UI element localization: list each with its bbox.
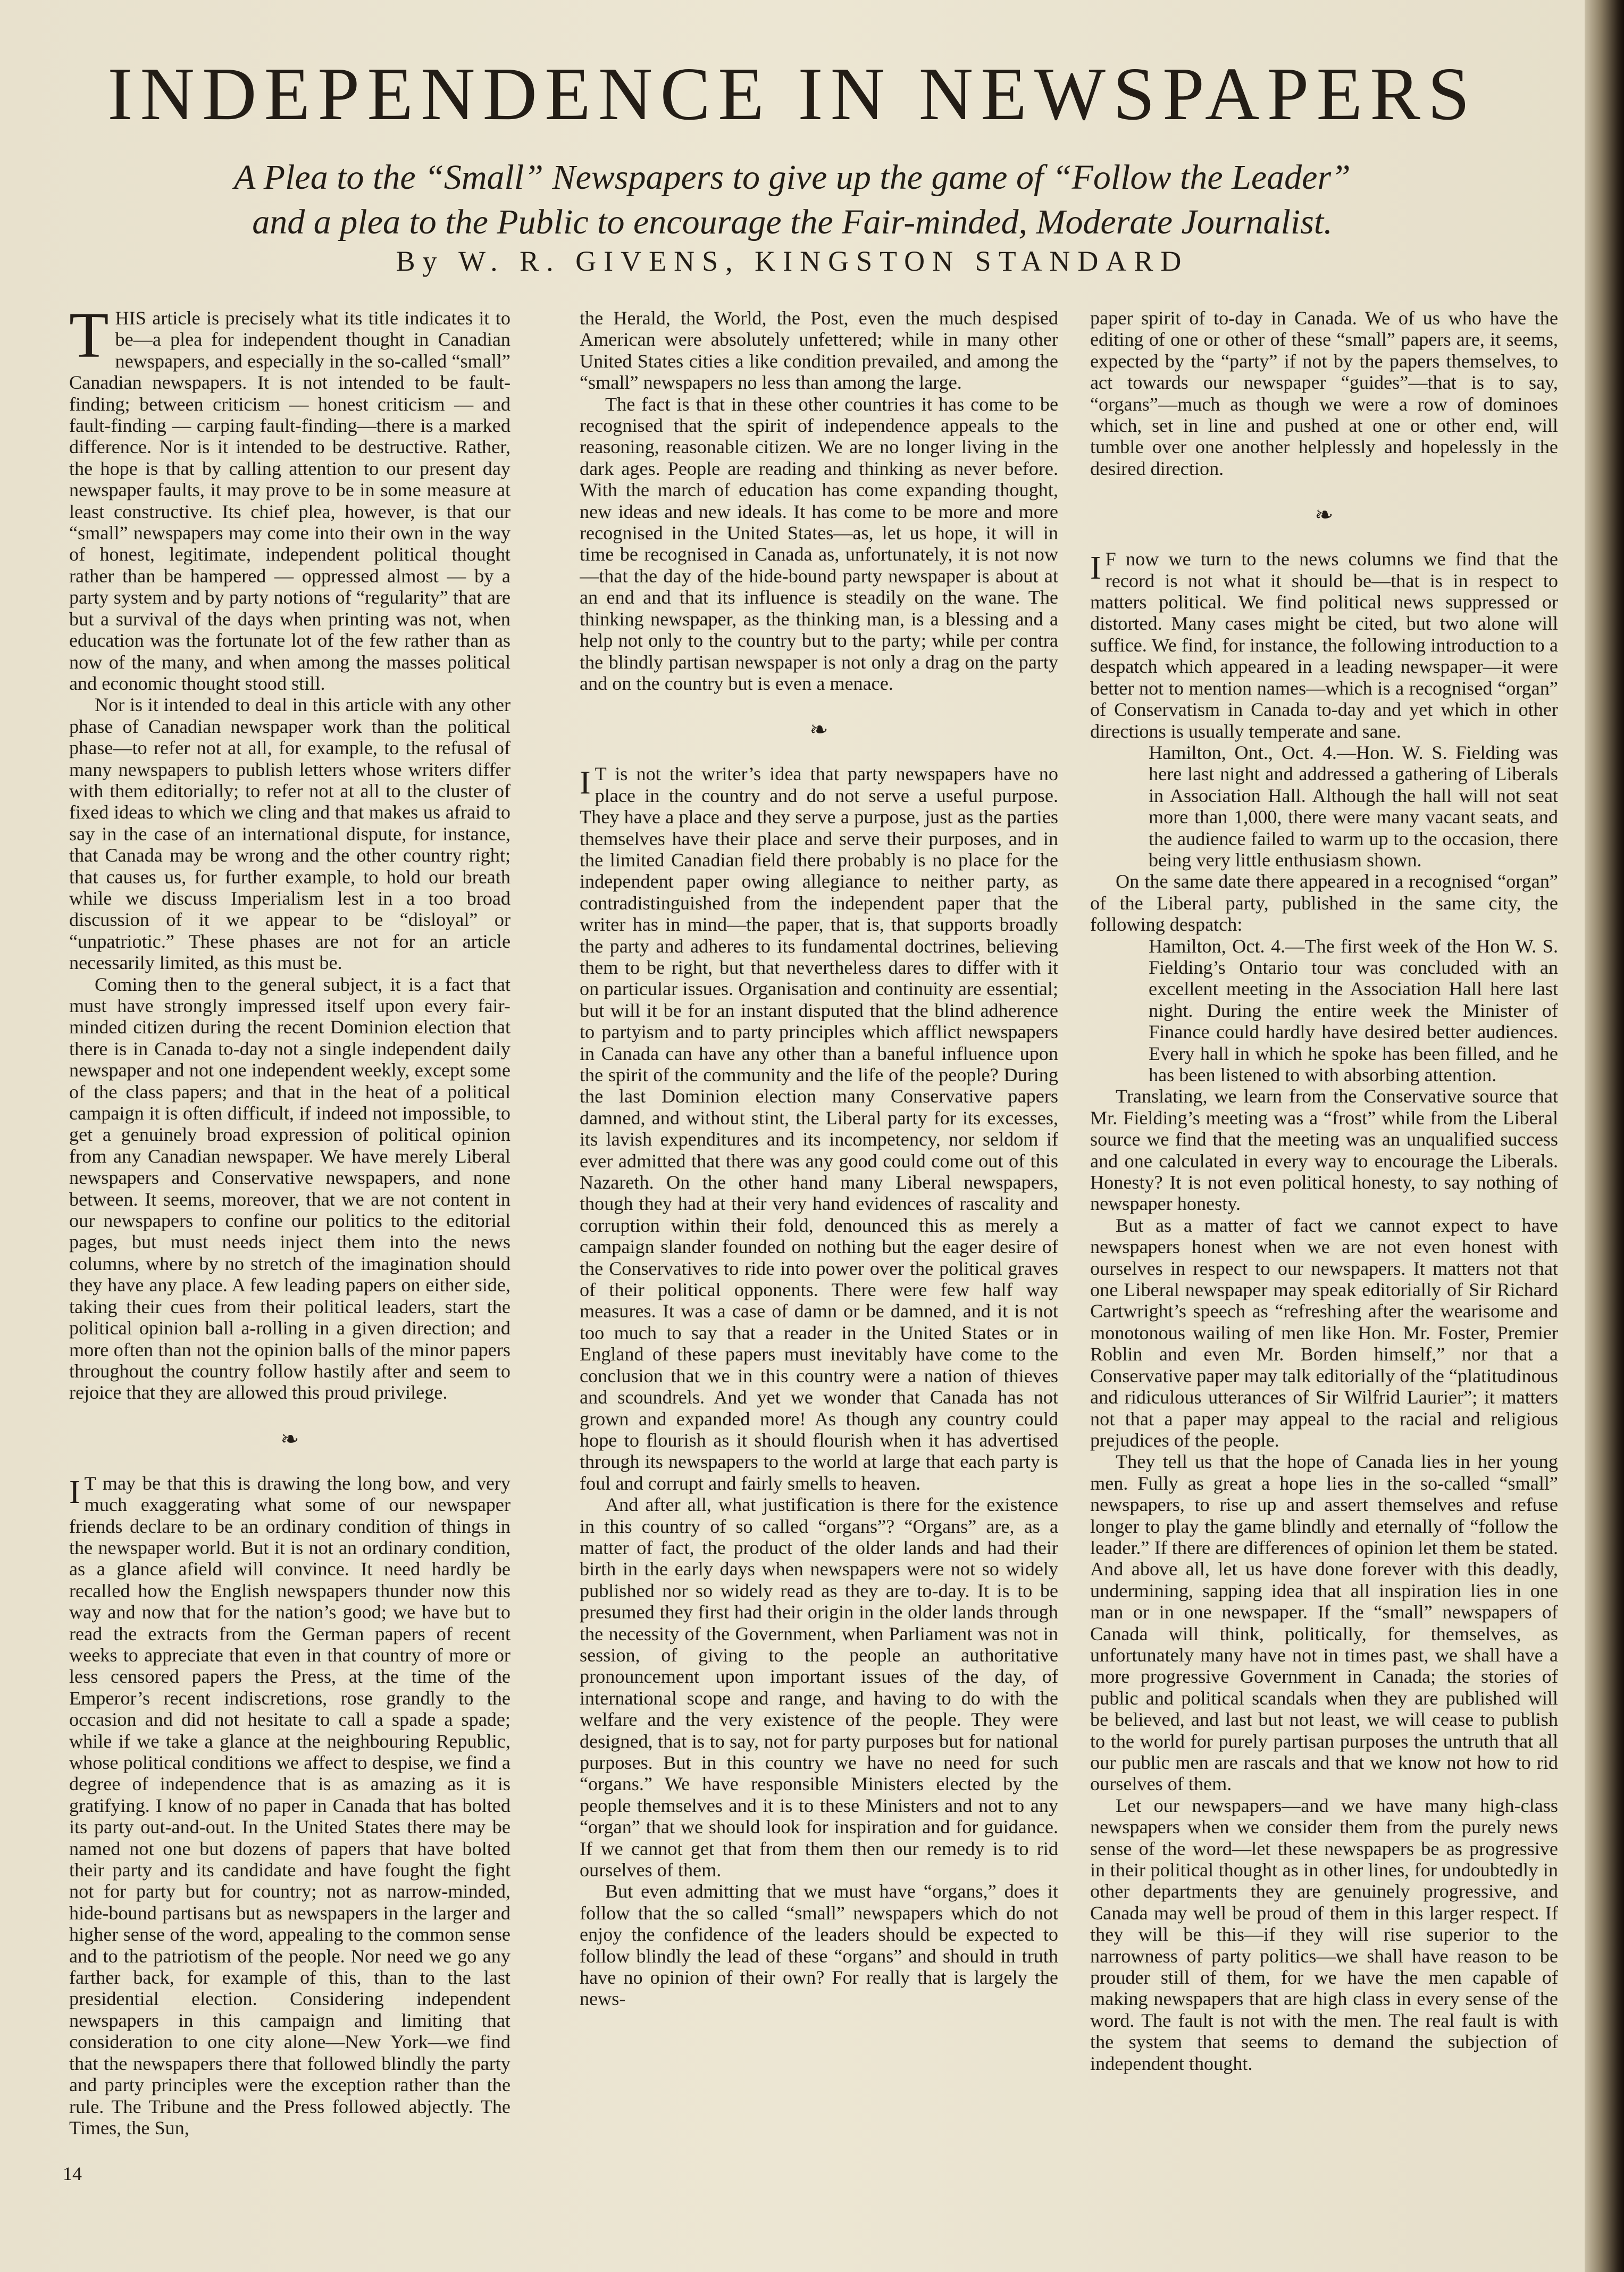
text-column-1: [69, 307, 510, 2164]
subtitle-line-1: A Plea to the “Small” Newspapers to give up the game of “Follow the Leader”: [234, 158, 1351, 197]
article-title: INDEPENDENCE IN NEWSPAPERS: [107, 52, 1477, 136]
text-column-3: [1090, 307, 1558, 2164]
subtitle-line-2: and a plea to the Public to encourage the Fair-minded, Moderate Journalist.: [252, 203, 1333, 241]
article-byline: By W. R. GIVENS, KINGSTON STANDARD: [396, 245, 1189, 277]
paragraph: [69, 1473, 510, 2139]
article-subtitle: [0, 155, 1585, 245]
paragraph-text: T is not the writer’s idea that party newspapers have no place in the country and do not serve a useful purpose. They have a place and they serve a purpose, just as the parties themselves have their place and serve their purposes, and in the limited Canadian field there probably is no place for the independent paper owing allegiance to neither party, as contradistinguished from the independent paper that the writer has in mind—the paper, that is, that supports broadly the party and adheres to its fundamental doctrines, believing them to be right, but that nevertheless dares to differ with it on particular issues. Organisation and continuity are essential; but will it be for an instant disputed that the blind adherence to partyism and to party principles which afflict newspapers in Canada can have any other than a baneful influence upon the spirit of the community and the life of the people? During the last Dominion election many Conservative papers damned, and without stint, the Liberal party for its excesses, its lavish expenditures and its incompetency, nor seldom if ever admitted that there was any good could come out of this Nazareth. On the other hand many Liberal newspapers, though they had at their very hand evidences of rascality and corruption within their fold, denounced this as merely a campaign slander founded on nothing but the eager desire of the Conservatives to ride into power over the political graves of their political opponents. There were few half way measures. It was a case of damn or be damned, and it is not too much to say that a reader in the United States or in England of these papers must inevitably have come to the conclusion that we in this country were a nation of thieves and scoundrels. And yet we wonder that Canada has not grown and expanded more! As though any country could hope to flourish as it should flourish when it has advertised through its newspapers to the world at large that each party is foul and corrupt and fairly smells to heaven.: [580, 763, 1058, 1494]
leaf-ornament-icon: ❧: [1315, 503, 1334, 528]
paragraph: Coming then to the general subject, it is a fact that must have strongly impressed itself upon every fair-minded citizen during the recent Dominion election that there is in Canada to-day not a single independent daily newspaper and not one independent weekly, except some of the class papers; and that in the heat of a political campaign it is often difficult, if indeed not impossible, to get a genuinely broad expression of political opinion from any Canadian newspaper. We have merely Liberal newspapers and Conservative newspapers, and none between. It seems, moreover, that we are not content in our newspapers to confine our politics to the editorial pages, but must needs inject them into the news columns, where by no stretch of the imagination should they have any place. A few leading papers on either side, taking their cues from their political leaders, start the political opinion ball a-rolling in a given direction; and more often than not the opinion balls of the minor papers throughout the country follow hastily after and seem to rejoice that they are allowed this proud privilege.: [69, 973, 510, 1404]
paragraph: But as a matter of fact we cannot expect to have newspapers honest when we are not even honest with ourselves in respect to our newspapers. It matters not that one Liberal newspaper may speak editorially of Sir Richard Cartwright’s speech as “refreshing after the wearisome and monotonous wailing of men like Hon. Mr. Foster, Premier Roblin and even Mr. Borden himself,” nor that a Conservative paper may talk editorially of the “platitudinous and ridiculous utterances of Sir Wilfrid Laurier”; it matters not that a paper may appeal to the racial and religious prejudices of the people.: [1090, 1214, 1558, 1451]
paragraph: [1090, 548, 1558, 742]
paragraph-text: F now we turn to the news columns we find that the record is not what it should be—that is in respect to matters political. We find political news suppressed or distorted. Many cases might be cited, but two alone will suffice. We find, for instance, the following introduction to a despatch which appeared in a leading newspaper—it were better not to mention names—which is a recognised “organ” of Conservatism in Canada to-day and yet which in other directions is usually temperate and sane.: [1090, 548, 1558, 742]
text-column-2: [580, 307, 1058, 2164]
initial-letter: I: [69, 1474, 80, 1510]
page-number: 14: [63, 2163, 82, 2184]
initial-letter: I: [1090, 550, 1101, 587]
drop-cap: T: [69, 307, 109, 371]
paragraph-text: HIS article is precisely what its title indicates it to be—a plea for independent thought in Canadian newspapers, and especially in the so-called “small” Canadian newspapers. It is not intended to be fault-finding; between criticism — honest criticism — and fault-finding — carping fault-finding—there is a marked difference. Nor is it intended to be destructive. Rather, the hope is that by calling attention to our present day newspaper faults, it may prove to be in some measure at least constructive. Its chief plea, however, is that our “small” newspapers may come into their own in the way of honest, legitimate, independent political thought rather than be hampered — oppressed almost — by a party system and by party notions of “regularity” that are but a survival of the days when printing was not, when education was the fortunate lot of the few rather than as now of the many, and when among the masses political and economic thought stood still.: [69, 307, 510, 694]
paragraph: The fact is that in these other countries it has come to be recognised that the spirit of independence appeals to the reasoning, reasonable citizen. We are no longer living in the dark ages. People are reading and thinking as never before. With the march of education has come expanding thought, new ideas and new ideals. It has come to be more and more recognised in the United States—as, let us hope, it will in time be recognised in Canada as, unfortunately, it is not now—that the day of the hide-bound party newspaper is about at an end and that its influence is steadily on the wane. The thinking newspaper, as the thinking man, is a blessing and a help not only to the country but to the party; while per contra the blindly partisan newspaper is not only a drag on the party and on the country but is even a menace.: [580, 393, 1058, 694]
paragraph: They tell us that the hope of Canada lies in her young men. Fully as great a hope lies in the so-called “small” newspapers, to rise up and assert themselves and refuse longer to play the game blindly and eternally of “follow the leader.” If there are differences of opinion let them be stated. And above all, let us have done forever with this deadly, undermining, sapping idea that all inspiration lies in one man or in one newspaper. If the “small” newspapers of Canada will think, politically, for themselves, as unfortunately many have not in times past, we shall have a more progressive Government in Canada; the stories of public and political scandals when they are published will be believed, and last but not least, we will cease to publish to the world for purely partisan purposes the untruth that all our public men are rascals and that we know not how to rid ourselves of them.: [1090, 1451, 1558, 1795]
book-spine-shadow: [1585, 0, 1624, 2272]
paragraph: But even admitting that we must have “organs,” does it follow that the so called “small” newspapers which do not enjoy the confidence of the leaders should be expected to follow blindly the lead of these “organs” and should in truth have no opinion of their own? For really that is largely the news-: [580, 1881, 1058, 2010]
leaf-ornament-icon: ❧: [809, 718, 828, 743]
paragraph-text: T may be that this is drawing the long bow, and very much exaggerating what some of our newspaper friends declare to be an ordinary condition of things in the newspaper world. But it is not an ordinary condition, as a glance afield will convince. It need hardly be recalled how the English newspapers thunder now this way and now that for the nation’s good; we have but to read the extracts from the German papers of recent weeks to appreciate that even in that country of more or less censored papers the Press, at the time of the Emperor’s recent indiscretions, rose grandly to the occasion and did not hesitate to call a spade a spade; while if we take a glance at the neighbouring Republic, whose political conditions we affect to despise, we find a degree of independence that is as amazing as it is gratifying. I know of no paper in Canada that has bolted its party out-and-out. In the United States there may be named not one but dozens of papers that have bolted their party and its candidate and have fought the fight not for party but for country; not as narrow-minded, hide-bound partisans but as newspapers in the larger and higher sense of the word, appealing to the common sense and to the patriotism of the people. Nor need we go any farther back, for example of this, than to the last presidential election. Considering independent newspapers in this campaign and limiting that consideration to one city alone—New York—we find that the newspapers there that followed blindly the party and party principles were the exception rather than the rule. The Tribune and the Press followed abjectly. The Times, the Sun,: [69, 1472, 510, 2139]
initial-letter: I: [580, 765, 591, 801]
paragraph: [69, 307, 510, 694]
paragraph: paper spirit of to-day in Canada. We of us who have the editing of one or other of these “small” papers are, it seems, expected by the “party” if not by the papers themselves, to act towards our newspaper “guides”—that is to say, “organs”—much as though we were a row of dominoes which, set in line and pushed at one or other end, will tumble over one another helplessly and hopelessly in the desired direction.: [1090, 307, 1558, 479]
paragraph: Translating, we learn from the Conservative source that Mr. Fielding’s meeting was a “frost” while from the Liberal source we find that the meeting was an unqualified success and one calculated in every way to encourage the Liberals. Honesty? It is not even political honesty, to say nothing of newspaper honesty.: [1090, 1085, 1558, 1215]
paragraph: Let our newspapers—and we have many high-class newspapers when we consider them from the purely news sense of the word—let these newspapers be as progressive in their political thought as in other lines, for undoubtedly in other departments they are genuinely progressive, and Canada may well be proud of them in this larger respect. If they will be this—if they will rise superior to the narrowness of party politics—we shall have reason to be prouder still of them, for we have the men capable of making newspapers that are high class in every sense of the word. The fault is not with the men. The real fault is with the system that seems to demand the subjection of independent thought.: [1090, 1794, 1558, 2074]
paragraph: Nor is it intended to deal in this article with any other phase of Canadian newspaper work than the political phase—to refer not at all, for example, to the refusal of many newspapers to publish letters whose writers differ with them editorially; to refer not at all to the cluster of fixed ideas to which we cling and that makes us afraid to say in the case of an international dispute, for instance, that Canada may be wrong and the other country right; that causes us, for further example, to hold our breath while we discuss Imperialism lest in a too broad discussion of it we appear to be “disloyal” or “unpatriotic.” These phases are not for an article necessarily limited, as this must be.: [69, 694, 510, 974]
leaf-ornament-icon: ❧: [280, 1427, 299, 1452]
paragraph: the Herald, the World, the Post, even the much despised American were absolutely unfettered; while in many other United States cities a like condition prevailed, and among the “small” newspapers no less than among the large.: [580, 307, 1058, 394]
paragraph: And after all, what justification is there for the existence in this country of so called “organs”? “Organs” are, as a matter of fact, the product of the older lands and had their birth in the early days when newspapers were not so widely published nor so widely read as they are to-day. It is to be presumed they first had their origin in the older lands through the necessity of the Government, when Parliament was not in session, of giving to the people an authoritative pronouncement upon important issues of the day, of international scope and range, and having to do with the welfare and the very existence of the people. They were designed, that is to say, not for party purposes but for national purposes. But in this country we have no need for such “organs.” We have responsible Ministers elected by the people themselves and it is to these Ministers and not to any “organ” that we should look for inspiration and for guidance. If we cannot get that from them then our remedy is to rid ourselves of them.: [580, 1494, 1058, 1881]
quoted-despatch: Hamilton, Oct. 4.—The first week of the Hon W. S. Fielding’s Ontario tour was concluded with an excellent meeting in the Association Hall here last night. During the entire week the Minister of Finance could hardly have desired better audiences. Every hall in which he spoke has been filled, and he has been listened to with absorbing attention.: [1149, 935, 1558, 1085]
paragraph: [580, 763, 1058, 1494]
quoted-despatch: Hamilton, Ont., Oct. 4.—Hon. W. S. Fielding was here last night and addressed a gathering of Liberals in Association Hall. Although the hall will not seat more than 1,000, there were many vacant seats, and the audience failed to warm up to the occasion, there being very little enthusiasm shown.: [1149, 741, 1558, 871]
paragraph: On the same date there appeared in a recognised “organ” of the Liberal party, published in the same city, the following despatch:: [1090, 871, 1558, 935]
